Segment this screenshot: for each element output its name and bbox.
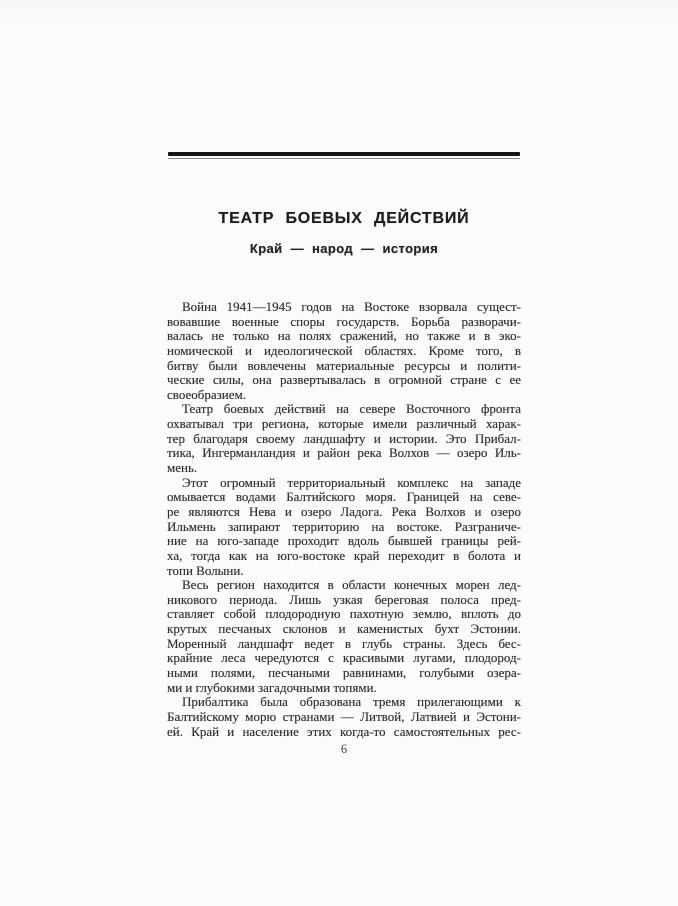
body-text [167, 300, 521, 739]
text-line: Ильмень запирают территорию на востоке. Разграниче- [167, 519, 521, 534]
text-line: ставляет собой плодородную пахотную землю, вплоть до [167, 607, 521, 622]
text-line: своеобразием. [167, 387, 246, 402]
text-line: Прибалтика была образована тремя прилегающими к [182, 695, 521, 710]
text-line: вовавшие военные споры государств. Борьба разворачи- [167, 314, 521, 329]
paragraph [167, 402, 521, 475]
text-line: Этот огромный территориальный комплекс на западе [182, 475, 521, 490]
text-line: Балтийскому морю странами — Литвой, Латвией и Эстони- [167, 709, 521, 724]
text-line: охватывал три региона, которые имели различный харак- [167, 417, 521, 432]
text-line: ными полями, песчаными равнинами, голубыми озера- [167, 666, 521, 681]
text-line: битву были вовлечены материальные ресурсы и полити- [167, 358, 521, 373]
paragraph [167, 695, 521, 739]
text-line: тер благодаря своему ландшафту и истории. Это Прибал- [167, 431, 521, 446]
text-line: валась не только на полях сражений, но также и в эко- [167, 329, 521, 344]
paragraph [167, 300, 521, 402]
text-line: мень. [167, 461, 198, 476]
header-rule [168, 152, 520, 159]
text-line: Моренный ландшафт ведет в глубь страны. Здесь бес- [167, 636, 521, 651]
page-number: 6 [340, 742, 348, 756]
text-line: Театр боевых действий на севере Восточного фронта [182, 402, 521, 417]
paragraph [167, 476, 521, 578]
text-line: номической и идеологической областях. Кроме того, в [167, 343, 521, 358]
text-line: топи Волыни. [167, 563, 244, 578]
text-line: тика, Ингерманландия и район река Волхов — озеро Иль- [167, 446, 521, 461]
text-line: ха, тогда как на юго-востоке край переходит в болота и [167, 548, 521, 563]
header-rule-thin-line [168, 158, 520, 159]
chapter-subtitle: Край — народ — история [249, 241, 439, 256]
text-line: ми и глубокими загадочными топями. [167, 680, 377, 695]
text-line: омывается водами Балтийского моря. Границей на севе- [167, 490, 521, 505]
text-line: крайние леса чередуются с красивыми лугами, плодород- [167, 651, 521, 666]
text-line: никового периода. Лишь узкая береговая полоса пред- [167, 592, 521, 607]
text-line: ческие силы, она развертывалась в огромной стране с ее [167, 373, 521, 388]
text-line: ре являются Нева и озеро Ладога. Река Волхов и озеро [167, 504, 521, 519]
text-line: ние на юго-западе проходит вдоль бывшей границы рей- [167, 534, 521, 549]
paragraph [167, 578, 521, 695]
text-line: Весь регион находится в области конечных морен лед- [182, 578, 521, 593]
text-line: Война 1941—1945 годов на Востоке взорвала сущест- [182, 300, 521, 314]
text-line: ей. Край и население этих когда-то самостоятельных рес- [167, 724, 521, 739]
chapter-title: ТЕАТР БОЕВЫХ ДЕЙСТВИЙ [218, 210, 470, 227]
text-line: крутых песчаных склонов и каменистых бухт Эстонии. [167, 622, 521, 637]
header-rule-thick-line [168, 152, 520, 156]
